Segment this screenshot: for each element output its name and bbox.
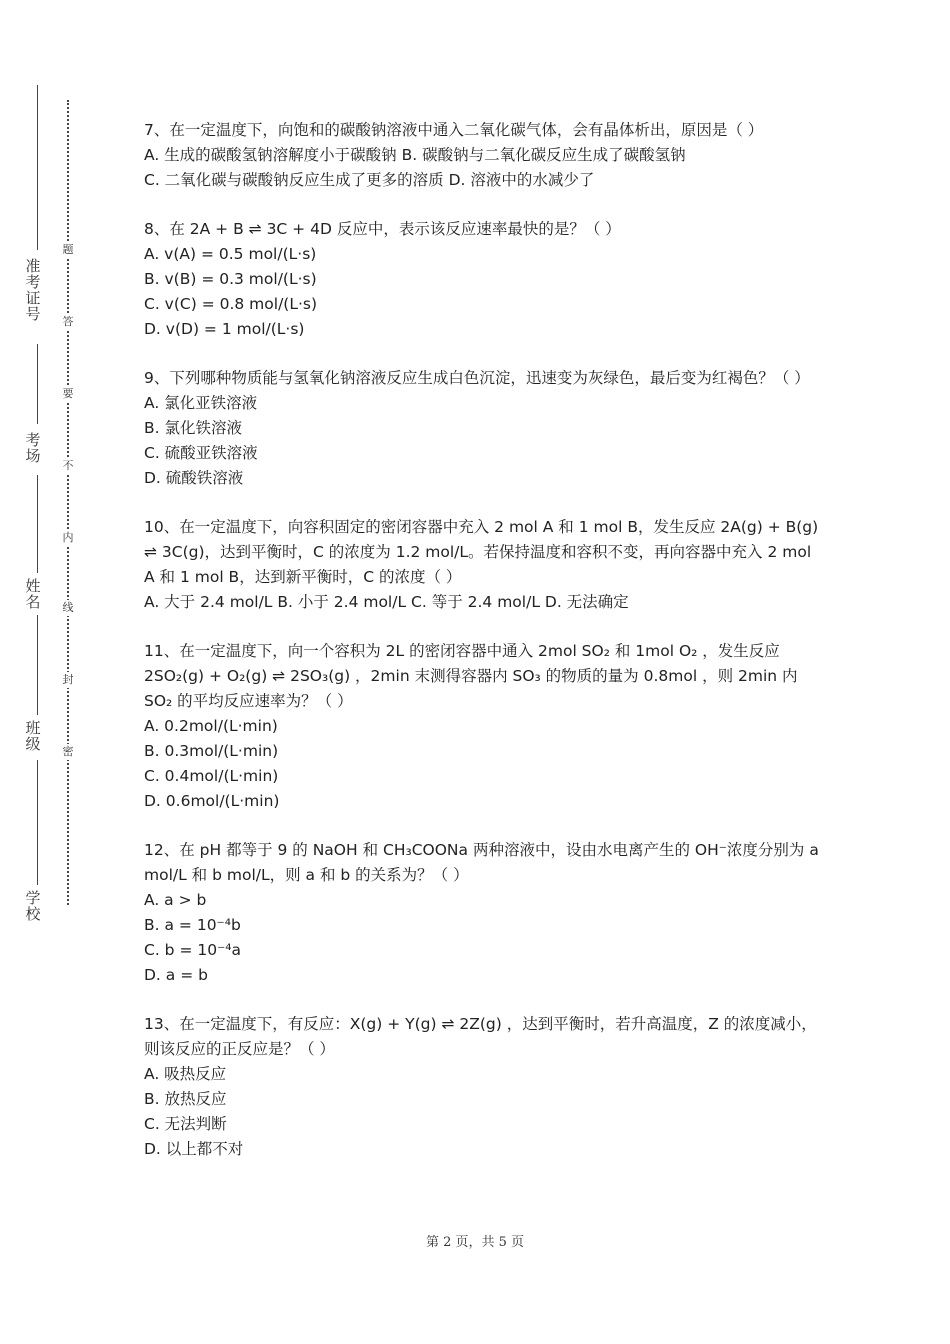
field-school-label: [22, 890, 44, 922]
field-exam-number-text: [22, 258, 44, 322]
field-class-text: [22, 720, 44, 752]
margin-field-glyph: 考: [25, 431, 41, 449]
question-option: C. v(C) = 0.8 mol/(L·s): [144, 295, 318, 313]
seal-char: 内: [60, 530, 76, 546]
question-stem: 8、在 2A + B ⇌ 3C + 4D 反应中，表示该反应速率最快的是？（ ）: [144, 220, 621, 238]
question-option: A. 氯化亚铁溶液: [144, 394, 258, 412]
question-option: B. v(B) = 0.3 mol/(L·s): [144, 270, 317, 288]
seal-char: 答: [60, 314, 76, 330]
question-option: B. a = 10⁻⁴b: [144, 916, 241, 934]
question-7: [144, 118, 824, 193]
question-option: C. 无法判断: [144, 1115, 227, 1133]
question-option: A. 生成的碳酸氢钠溶解度小于碳酸钠 B. 碳酸钠与二氧化碳反应生成了碳酸氢钠: [144, 146, 686, 164]
question-option: D. 以上都不对: [144, 1140, 244, 1158]
seal-char: 不: [60, 458, 76, 474]
question-11: [144, 639, 824, 814]
margin-field-glyph: 姓: [25, 577, 41, 595]
question-option: A. 大于 2.4 mol/L B. 小于 2.4 mol/L C. 等于 2.4 mol/L D. 无法确定: [144, 593, 629, 611]
question-13: [144, 1012, 824, 1162]
field-name-label: [22, 578, 44, 610]
question-option: D. a = b: [144, 966, 208, 984]
margin-field-glyph: 学: [25, 889, 41, 907]
field-name-text: [22, 578, 44, 610]
margin-field-glyph: 准: [25, 257, 41, 275]
margin-field-glyph: 校: [25, 905, 41, 923]
margin-field-glyph: 名: [25, 593, 41, 611]
question-option: C. 0.4mol/(L·min): [144, 767, 279, 785]
question-9: [144, 366, 824, 491]
seal-char: 线: [60, 600, 76, 616]
field-exam-room-label: [22, 432, 44, 464]
margin-field-glyph: 场: [25, 447, 41, 465]
question-option: C. 硫酸亚铁溶液: [144, 444, 258, 462]
margin-rule: [37, 85, 38, 250]
question-stem: 7、在一定温度下，向饱和的碳酸钠溶液中通入二氧化碳气体，会有晶体析出，原因是（ ）: [144, 121, 764, 139]
seal-char: 密: [60, 744, 76, 760]
question-option: A. 吸热反应: [144, 1065, 227, 1083]
field-class-label: [22, 720, 44, 752]
margin-field-glyph: 证: [25, 289, 41, 307]
question-option: D. 硫酸铁溶液: [144, 469, 244, 487]
question-option: B. 0.3mol/(L·min): [144, 742, 279, 760]
margin-rule: [37, 475, 38, 573]
question-10: [144, 515, 824, 615]
margin-rule: [37, 615, 38, 715]
question-list: [144, 118, 824, 1186]
question-stem: 11、在一定温度下，向一个容积为 2L 的密闭容器中通入 2mol SO₂ 和 1mol O₂ ，发生反应 2SO₂(g) + O₂(g) ⇌ 2SO₃(g) ，2min 末测得容器内 SO₃ 的物质的量为 0.8mol ，则 2min 内 SO₂ 的平均反应速率为？（ ）: [144, 642, 798, 710]
margin-field-glyph: 班: [25, 719, 41, 737]
question-stem: 12、在 pH 都等于 9 的 NaOH 和 CH₃COONa 两种溶液中，设由水电离产生的 OH⁻浓度分别为 a mol/L 和 b mol/L，则 a 和 b 的关系为？（ ）: [144, 841, 819, 884]
question-option: B. 氯化铁溶液: [144, 419, 242, 437]
question-stem: 9、下列哪种物质能与氢氧化钠溶液反应生成白色沉淀，迅速变为灰绿色，最后变为红褐色？（ ）: [144, 369, 810, 387]
question-option: A. a > b: [144, 891, 207, 909]
field-school-text: [22, 890, 44, 922]
question-option: B. 放热反应: [144, 1090, 227, 1108]
question-option: C. b = 10⁻⁴a: [144, 941, 241, 959]
margin-rule: [37, 344, 38, 424]
page-number: 第 2 页，共 5 页: [425, 1235, 525, 1250]
field-exam-room-text: [22, 432, 44, 464]
margin-field-glyph: 级: [25, 735, 41, 753]
seal-char: 封: [60, 672, 76, 688]
seal-char: 题: [60, 242, 76, 258]
margin-field-glyph: 号: [25, 305, 41, 323]
question-option: A. 0.2mol/(L·min): [144, 717, 278, 735]
question-option: D. 0.6mol/(L·min): [144, 792, 280, 810]
seal-char: 要: [60, 386, 76, 402]
margin-field-glyph: 考: [25, 273, 41, 291]
margin-rule: [37, 760, 38, 885]
seal-dotted-line: [67, 100, 69, 905]
question-option: A. v(A) = 0.5 mol/(L·s): [144, 245, 317, 263]
question-12: [144, 838, 824, 988]
question-option: D. v(D) = 1 mol/(L·s): [144, 320, 305, 338]
field-exam-number-label: [22, 258, 44, 322]
question-stem: 10、在一定温度下，向容积固定的密闭容器中充入 2 mol A 和 1 mol B，发生反应 2A(g) + B(g) ⇌ 3C(g)，达到平衡时，C 的浓度为 1.2 mol/L。若保持温度和容积不变，再向容器中充入 2 mol A 和 1 mol B，达到新平衡时，C 的浓度（ ）: [144, 518, 819, 586]
question-stem: 13、在一定温度下，有反应：X(g) + Y(g) ⇌ 2Z(g) ，达到平衡时，若升高温度，Z 的浓度减小，则该反应的正反应是？（ ）: [144, 1015, 817, 1058]
question-option: C. 二氧化碳与碳酸钠反应生成了更多的溶质 D. 溶液中的水减少了: [144, 171, 595, 189]
question-8: [144, 217, 824, 342]
